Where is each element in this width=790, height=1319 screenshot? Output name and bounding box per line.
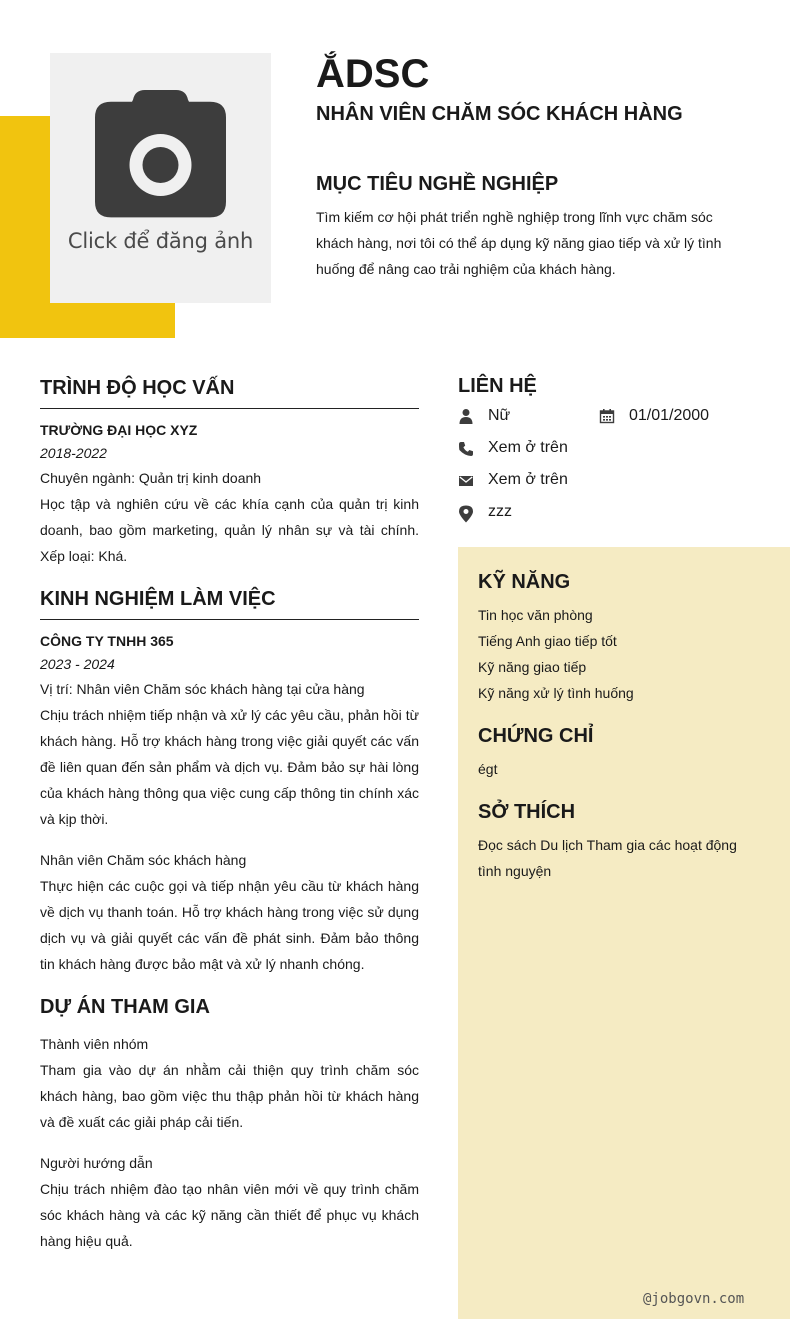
contact-address: zzz (488, 503, 512, 520)
hobbies-text: Đọc sách Du lịch Tham gia các hoạt động tình nguyện (478, 837, 737, 879)
calendar-icon (599, 408, 615, 424)
envelope-icon (458, 473, 474, 489)
objective-text: Tìm kiếm cơ hội phát triển nghề nghiệp trong lĩnh vực chăm sóc khách hàng, nơi tôi có thể áp dụng kỹ năng giao tiếp và xử lý tình huống để nâng cao trải nghiệm của khách hàng. (316, 209, 722, 277)
objective-title: MỤC TIÊU NGHỀ NGHIỆP (316, 173, 559, 195)
experience-role-2: Nhân viên Chăm sóc khách hàng (40, 852, 247, 868)
education-title: TRÌNH ĐỘ HỌC VẤN (40, 377, 235, 399)
contact-title: LIÊN HỆ (458, 375, 537, 397)
skill-item: Kỹ năng xử lý tình huống (478, 685, 634, 701)
experience-divider (40, 619, 419, 620)
experience-title: KINH NGHIỆM LÀM VIỆC (40, 588, 276, 610)
education-divider (40, 408, 419, 409)
education-major: Chuyên ngành: Quản trị kinh doanh (40, 470, 262, 486)
project-description-2: Chịu trách nhiệm đào tạo nhân viên mới về quy trình chăm sóc khách hàng và các kỹ năng cần thiết để phục vụ khách hàng hiệu quả. (40, 1181, 419, 1249)
education-description: Học tập và nghiên cứu về các khía cạnh của quản trị kinh doanh, bao gồm marketing, quản lý nhân sự và tài chính. Xếp loại: Khá. (40, 496, 419, 564)
camera-icon (95, 90, 226, 220)
skill-item: Kỹ năng giao tiếp (478, 659, 587, 675)
skills-title: KỸ NĂNG (478, 571, 571, 593)
candidate-name: ẮDSC (316, 52, 430, 96)
contact-email: Xem ở trên (488, 471, 568, 488)
experience-description-1: Chịu trách nhiệm tiếp nhận và xử lý các yêu cầu, phản hồi từ khách hàng. Hỗ trợ khách hàng trong việc giải quyết các vấn đề liên quan đến sản phẩm và dịch vụ. Đảm bảo sự hài lòng của khách hàng thông qua việc cung cấp thông tin chính xác và kịp thời. (40, 707, 419, 827)
project-role-2: Người hướng dẫn (40, 1155, 153, 1171)
job-position: NHÂN VIÊN CHĂM SÓC KHÁCH HÀNG (316, 103, 683, 125)
project-role-1: Thành viên nhóm (40, 1036, 149, 1052)
watermark: @jobgovn.com (643, 1291, 745, 1307)
experience-company: CÔNG TY TNHH 365 (40, 633, 174, 649)
contact-birthday: 01/01/2000 (629, 407, 710, 424)
experience-description-2: Thực hiện các cuộc gọi và tiếp nhận yêu cầu từ khách hàng về dịch vụ thanh toán. Hỗ trợ khách hàng trong việc sử dụng dịch vụ và giải quyết các vấn đề phát sinh. Đảm bảo thông tin khách hàng được bảo mật và xử lý nhanh chóng. (40, 878, 419, 972)
hobbies-title: SỞ THÍCH (478, 801, 576, 823)
skill-item: Tin học văn phòng (478, 607, 593, 623)
photo-upload[interactable] (50, 53, 271, 303)
projects-title: DỰ ÁN THAM GIA (40, 996, 210, 1018)
contact-gender: Nữ (488, 407, 511, 424)
certificates-title: CHỨNG CHỈ (478, 725, 594, 747)
photo-label: Click để đăng ảnh (67, 229, 254, 253)
experience-years: 2023 - 2024 (40, 656, 115, 672)
education-years: 2018-2022 (40, 445, 107, 461)
person-icon (458, 408, 474, 424)
location-pin-icon (458, 505, 474, 523)
project-description-1: Tham gia vào dự án nhằm cải thiện quy trình chăm sóc khách hàng, bao gồm việc thu thập phản hồi từ khách hàng và đề xuất các giải pháp cải tiến. (40, 1062, 419, 1130)
education-school: TRƯỜNG ĐẠI HỌC XYZ (40, 422, 198, 438)
skill-item: Tiếng Anh giao tiếp tốt (478, 633, 617, 649)
phone-icon (458, 441, 474, 457)
experience-role-1: Vị trí: Nhân viên Chăm sóc khách hàng tại cửa hàng (40, 681, 365, 697)
certificates-text: égt (478, 761, 498, 777)
contact-phone: Xem ở trên (488, 439, 568, 456)
